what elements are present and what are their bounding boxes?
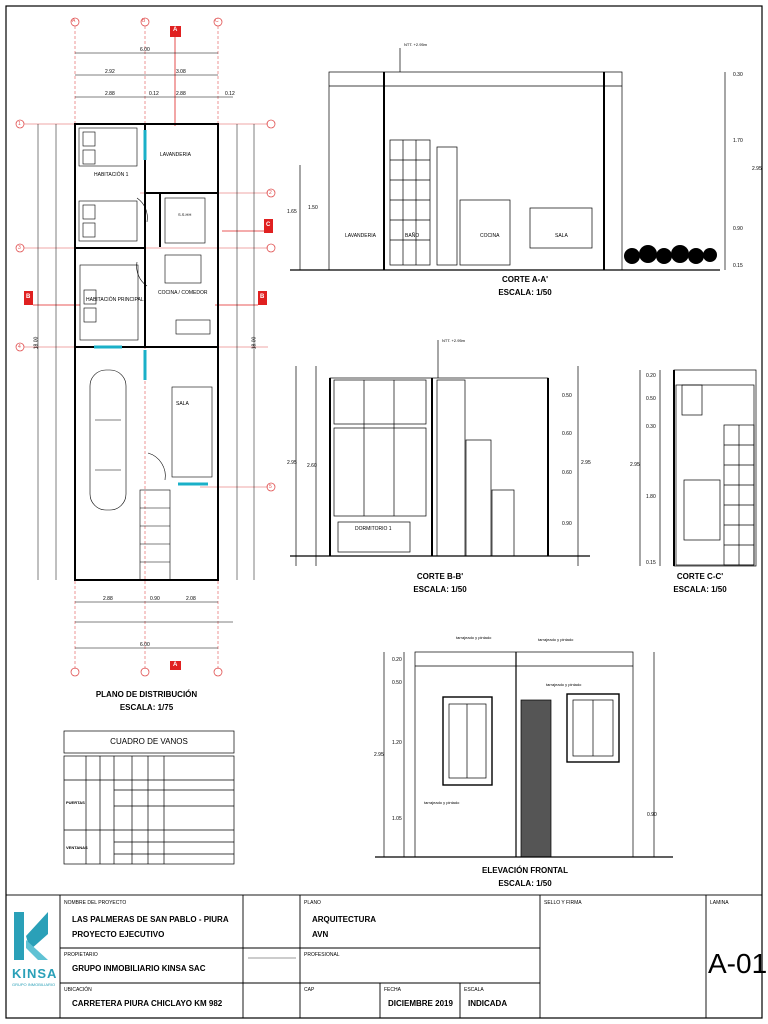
section-a-lavanderia: LAVANDERIA	[345, 233, 376, 239]
axis-3: 3	[18, 245, 21, 251]
section-a-shrubs	[624, 245, 717, 264]
section-a-dim-r1: 0.30	[733, 72, 743, 78]
section-c-dim-b: 0.50	[646, 396, 656, 402]
vanos-group-ventanas: VENTANAS	[66, 845, 88, 850]
section-b-dim-r3: 0.60	[562, 470, 572, 476]
floor-plan	[16, 18, 275, 676]
section-a-dim-r3: 0.90	[733, 226, 743, 232]
section-b-scale: ESCALA: 1/50	[413, 585, 467, 594]
plan-title: PLANO DE DISTRIBUCIÓN	[95, 690, 198, 699]
project-line1: LAS PALMERAS DE SAN PABLO - PIURA	[72, 915, 229, 924]
axis-5: 5	[269, 484, 272, 490]
section-b-dim-l2: 2.60	[307, 463, 317, 469]
owner-label: PROPIETARIO	[64, 952, 98, 958]
section-mark-a-top: A	[173, 27, 178, 33]
elevation-dim-c: 1.20	[392, 740, 402, 746]
elevation-dim-t: 2.95	[374, 752, 384, 758]
plan-scale: ESCALA: 1/75	[119, 703, 174, 712]
elevation-note-1: tarrajeado y pintado	[456, 635, 492, 640]
elevation-note-3: tarrajeado y pintado	[546, 682, 582, 687]
professional-label: PROFESIONAL	[304, 952, 340, 958]
room-lavanderia: LAVANDERIA	[160, 152, 191, 158]
axis-c: C	[215, 18, 219, 24]
elevation-note-4: tarrajeado y pintado	[424, 800, 460, 805]
room-habitacion1: HABITACIÓN 1	[94, 172, 129, 178]
room-bano: S.S.HH	[178, 212, 192, 217]
room-habitacion-principal: HABITACIÓN PRINCIPAL	[86, 297, 144, 303]
axis-b: B	[142, 18, 146, 24]
axis-1: 1	[18, 121, 21, 127]
section-b-dim-r1: 0.50	[562, 393, 572, 399]
room-sala: SALA	[176, 401, 189, 407]
section-c-dim-c: 0.30	[646, 424, 656, 430]
section-b-dim-rt: 2.95	[581, 460, 591, 466]
logo-subtext: GRUPO INMOBILIARIO	[12, 982, 56, 987]
axis-2: 2	[269, 190, 272, 196]
section-b-dim-l1: 2.95	[287, 460, 297, 466]
section-a-level: NTT. +2.95m	[404, 42, 428, 47]
owner-value: GRUPO INMOBILIARIO KINSA SAC	[72, 964, 206, 973]
section-b-dormitorio: DORMITORIO 1	[355, 526, 392, 532]
plano-label: PLANO	[304, 900, 321, 906]
dim-left-total: 18.00	[33, 336, 40, 350]
dim-sub-edge: 0.12	[225, 91, 235, 97]
section-c-dim-d: 1.80	[646, 494, 656, 500]
dim-top-b: 3.08	[176, 69, 186, 75]
section-b-dim-r4: 0.90	[562, 521, 572, 527]
axis-4: 4	[18, 344, 21, 350]
project-line2: PROYECTO EJECUTIVO	[72, 930, 165, 939]
section-c-dim-e: 0.15	[646, 560, 656, 566]
elevation-note-2: tarrajeado y pintado	[538, 637, 574, 642]
elevation-title: ELEVACIÓN FRONTAL	[482, 866, 568, 875]
vanos-group-puertas: PUERTAS	[66, 800, 85, 805]
sello-label: SELLO Y FIRMA	[544, 900, 582, 906]
section-mark-a-bottom: A	[173, 662, 178, 668]
elevation-dim-b: 0.50	[392, 680, 402, 686]
section-c-dim-a: 0.20	[646, 373, 656, 379]
kinsa-logo	[14, 912, 48, 960]
plano-line1: ARQUITECTURA	[312, 915, 376, 924]
elevation-dim-a: 0.20	[392, 657, 402, 663]
location-label: UBICACIÓN	[64, 987, 92, 993]
section-b	[290, 340, 590, 566]
dim-bottom-a: 2.88	[103, 596, 113, 602]
location-value: CARRETERA PIURA CHICLAYO KM 982	[72, 999, 223, 1008]
dim-sub-b: 2.88	[176, 91, 186, 97]
section-a-dim-h1: 1.65	[287, 209, 297, 215]
escala-label: ESCALA	[464, 987, 484, 993]
logo-text: KINSA	[12, 966, 58, 981]
lamina-label: LAMINA	[710, 900, 729, 906]
fecha-label: FECHA	[384, 987, 401, 993]
elevation-dim-e: 0.90	[647, 812, 657, 818]
dim-sub-a: 2.88	[105, 91, 115, 97]
front-elevation	[375, 652, 673, 857]
axis-a: A	[72, 18, 76, 24]
section-a-title: CORTE A-A'	[501, 275, 549, 284]
section-c-scale: ESCALA: 1/50	[673, 585, 727, 594]
dim-sub-gap: 0.12	[149, 91, 159, 97]
dim-top-a: 2.92	[105, 69, 115, 75]
section-c-dim-t: 2.95	[630, 462, 640, 468]
vanos-table	[64, 731, 234, 864]
dim-bottom-total: 6.00	[140, 642, 150, 648]
section-a-cocina: COCINA	[480, 233, 500, 239]
project-label: NOMBRE DEL PROYECTO	[64, 900, 127, 906]
section-mark-b-left: B	[26, 294, 31, 300]
dim-bottom-b: 0.90	[150, 596, 160, 602]
section-a-scale: ESCALA: 1/50	[498, 288, 552, 297]
section-a-dim-r4: 0.15	[733, 263, 743, 269]
section-a-bano: BAÑO	[405, 233, 420, 239]
lamina-value: A-01	[708, 948, 768, 979]
section-a-dim-r2: 1.70	[733, 138, 743, 144]
elevation-scale: ESCALA: 1/50	[498, 879, 552, 888]
section-mark-c: C	[266, 222, 271, 228]
section-c	[640, 370, 756, 566]
fecha-value: DICIEMBRE 2019	[388, 999, 453, 1008]
section-b-level: NTT. +2.95m	[442, 338, 466, 343]
room-cocina-comedor: COCINA / COMEDOR	[158, 290, 208, 296]
dim-top-total: 6.00	[140, 47, 150, 53]
section-b-dim-r2: 0.60	[562, 431, 572, 437]
section-c-title: CORTE C-C'	[676, 572, 724, 581]
section-mark-b-right: B	[260, 294, 265, 300]
dim-right-total: 18.00	[251, 336, 258, 350]
elevation-dim-d: 1.05	[392, 816, 402, 822]
cap-label: CAP	[304, 987, 315, 993]
plano-line2: AVN	[312, 930, 329, 939]
escala-value: INDICADA	[468, 999, 508, 1008]
section-a-sala: SALA	[555, 233, 568, 239]
section-b-title: CORTE B-B'	[416, 572, 464, 581]
vanos-title: CUADRO DE VANOS	[110, 737, 188, 746]
section-a-dim-h2: 1.50	[308, 205, 318, 211]
section-a-dim-rt: 2.95	[752, 166, 762, 172]
dim-bottom-c: 2.08	[186, 596, 196, 602]
